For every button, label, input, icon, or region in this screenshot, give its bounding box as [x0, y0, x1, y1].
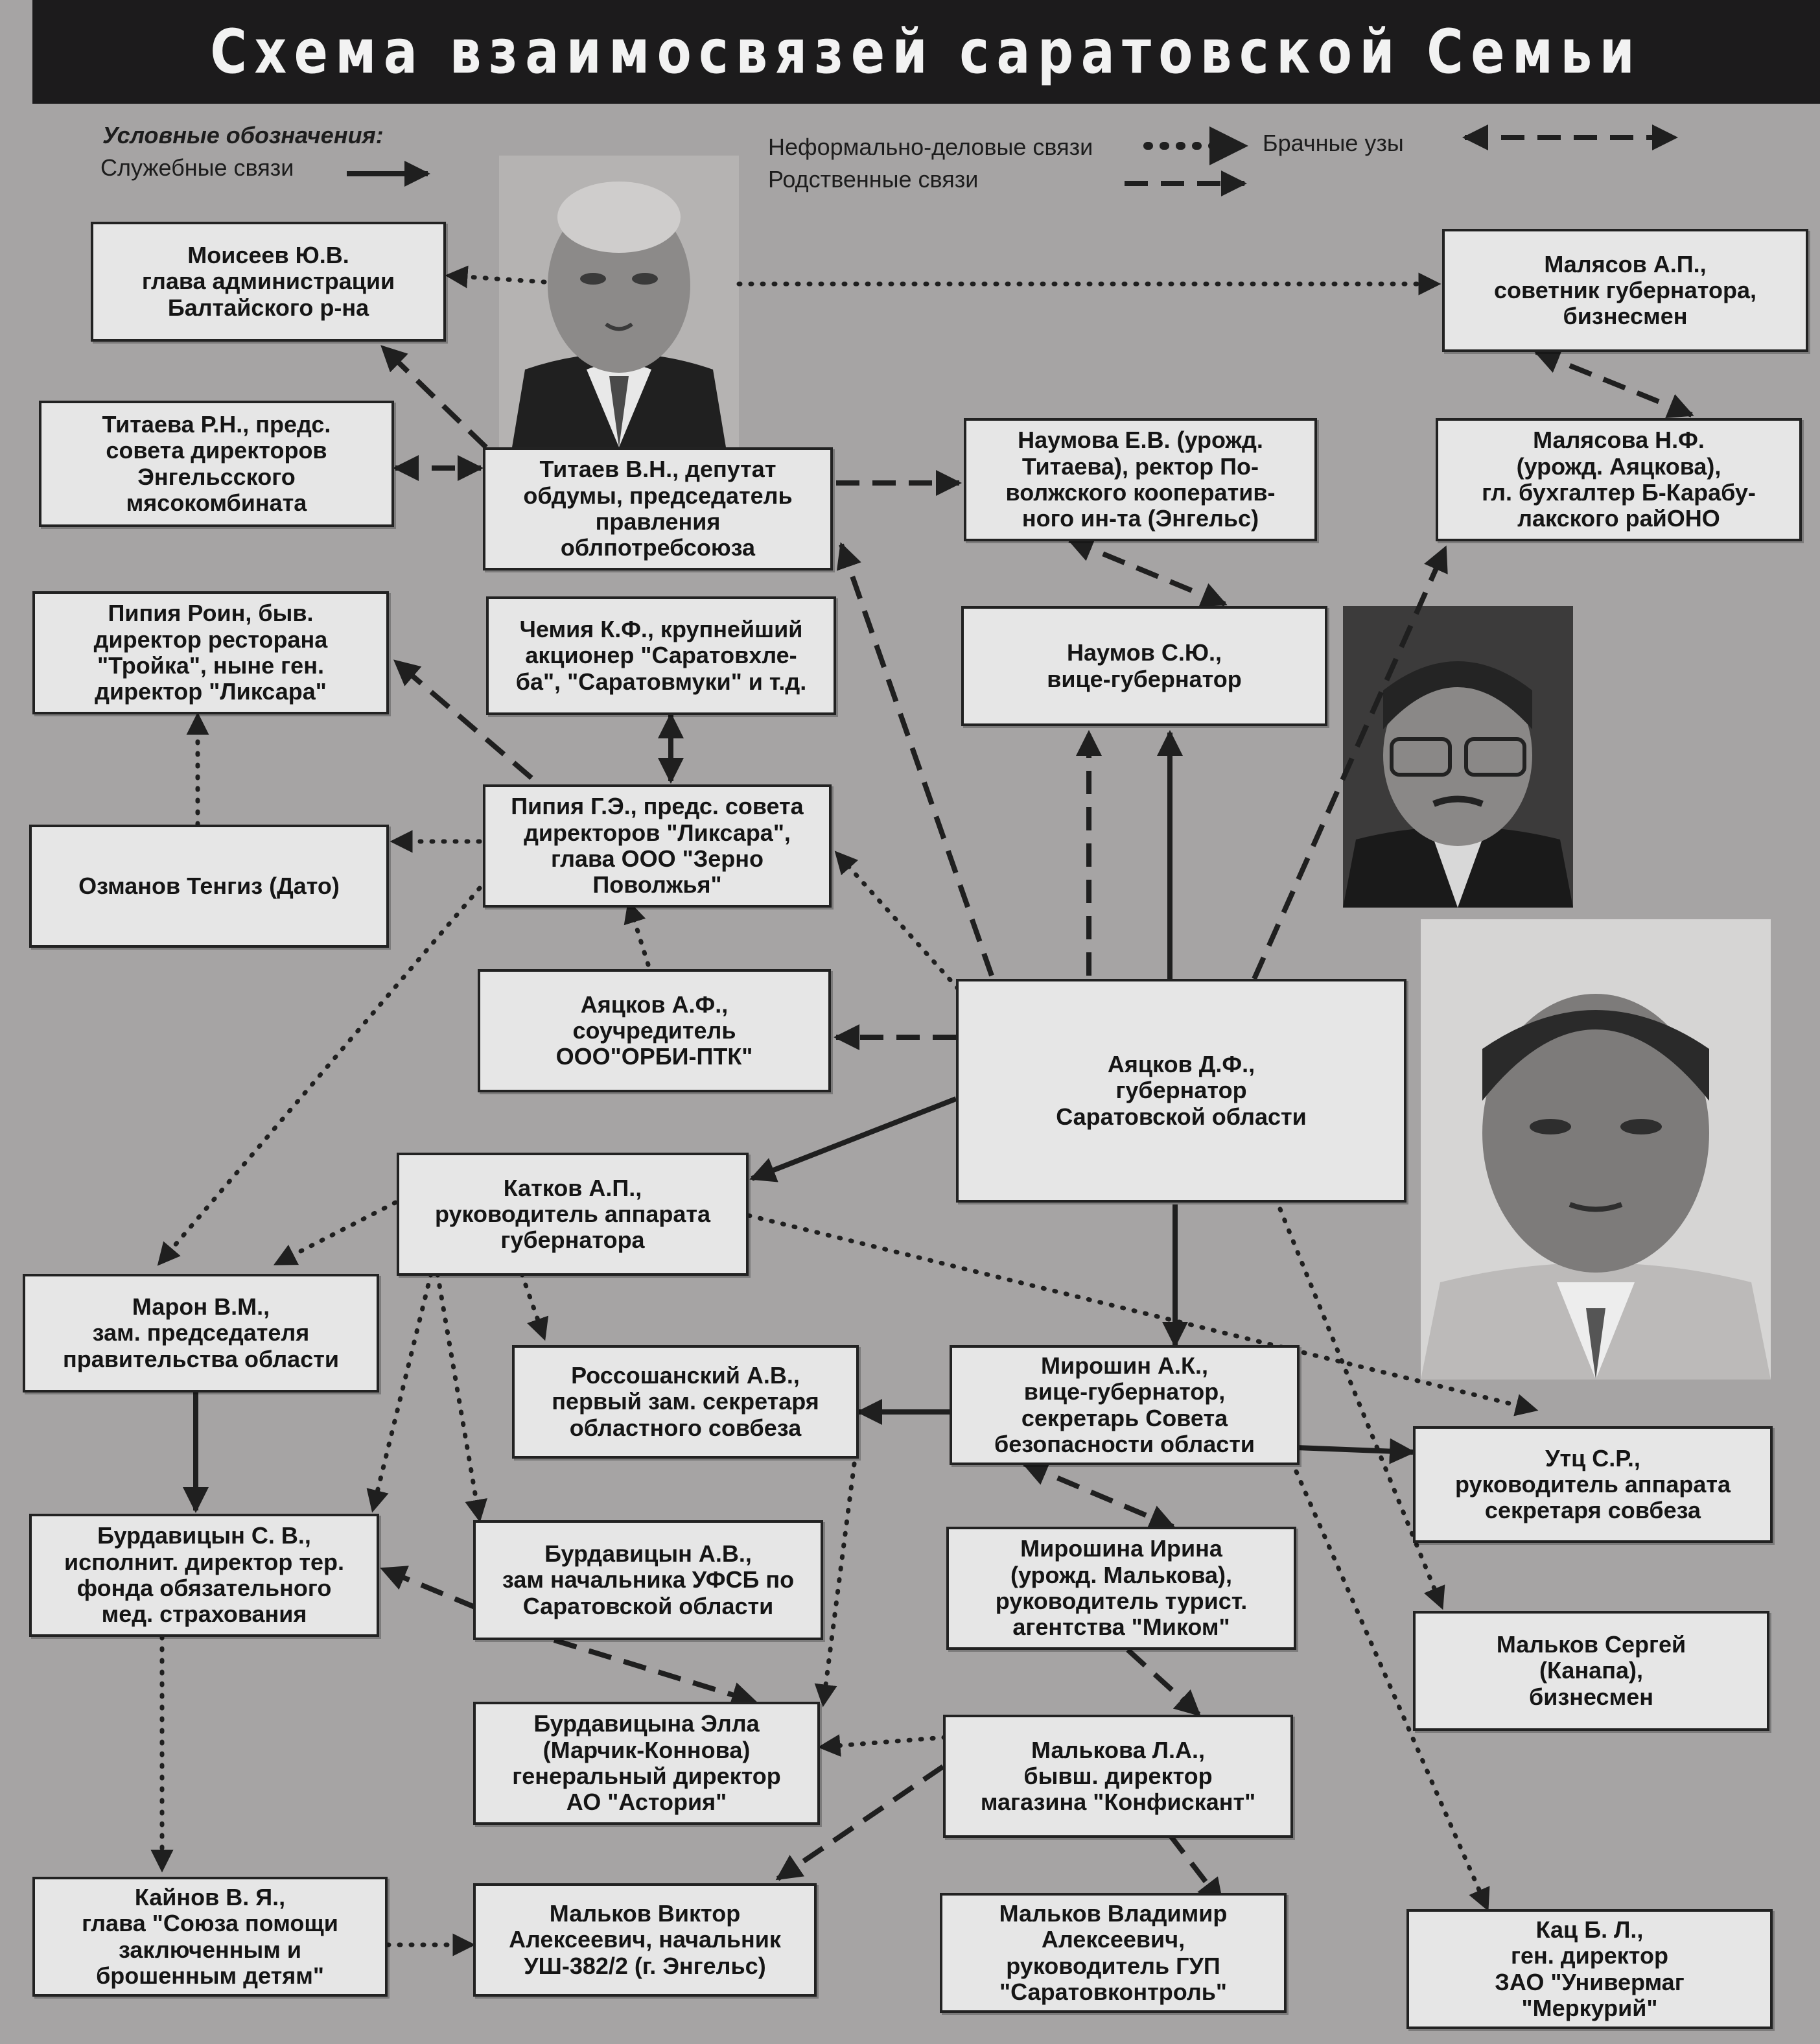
label-ayatskov-df: Аяцков Д.Ф., губернатор Саратовской области	[1056, 1051, 1307, 1130]
link-katkov-rossoshansky	[522, 1274, 544, 1339]
label-miroshina: Мирошина Ирина (урожд. Малькова), руководитель турист. агентства "Миком"	[995, 1535, 1248, 1641]
label-rossoshansky: Россошанский А.В., первый зам. секретаря областного совбеза	[552, 1362, 819, 1441]
link-malkova-burdavitsyna	[820, 1737, 945, 1747]
box-ozmanov	[29, 825, 389, 948]
box-titaeva	[39, 401, 394, 527]
link-miroshin-uts	[1296, 1448, 1413, 1452]
label-burdavitsyn-av: Бурдавицын А.В., зам начальника УФСБ по Саратовской области	[502, 1540, 795, 1619]
link-miroshin-miroshina	[1024, 1464, 1173, 1527]
label-pipiya-roin: Пипия Роин, быв. директор ресторана "Тройка", ныне ген. директор "Ликсара"	[93, 600, 328, 705]
box-moiseev	[91, 222, 446, 342]
legend-heading: Условные обозначения:	[102, 122, 384, 148]
label-kats: Кац Б. Л., ген. директор ЗАО "Универмаг "Меркурий"	[1495, 1916, 1685, 2021]
box-rossoshansky	[512, 1345, 859, 1459]
box-malkov-vladimir	[940, 1893, 1287, 2013]
label-naumova: Наумова Е.В. (урожд. Титаева), ректор По- волжского кооператив- ного ин-та (Энгельс)	[1005, 427, 1276, 532]
label-burdavitsyn-sv: Бурдавицын С. В., исполнит. директор тер. фонда обязательного мед. страхования	[64, 1522, 344, 1628]
label-burdavitsyna: Бурдавицына Элла (Марчик-Коннова) генеральный директор АО "Астория"	[512, 1710, 781, 1816]
label-malkov-vladimir: Мальков Владимир Алексеевич, руководитель ГУП "Саратовконтроль"	[999, 1899, 1228, 2005]
label-ayatskov-af: Аяцков А.Ф., соучредитель ООО"ОРБИ-ПТК"	[555, 991, 753, 1070]
label-chemiya: Чемия К.Ф., крупнейший акционер "Саратовхле- ба", "Саратовмуки" и т.д.	[515, 616, 807, 695]
label-naumov: Наумов С.Ю., вице-губернатор	[1047, 639, 1242, 692]
label-ozmanov: Озманов Тенгиз (Дато)	[78, 872, 340, 899]
box-pipiya-ge	[483, 784, 832, 908]
label-malkov-viktor: Мальков Виктор Алексеевич, начальник УШ-382/2 (г. Энгельс)	[509, 1900, 781, 1979]
box-chemiya	[486, 596, 836, 715]
legend-marriage-label: Брачные узы	[1263, 130, 1404, 156]
box-kats	[1406, 1909, 1773, 2029]
link-rossoshansky-burdavitsyna	[823, 1464, 854, 1705]
link-naumova-naumov	[1069, 540, 1225, 604]
box-malkova	[943, 1715, 1293, 1838]
box-naumov	[961, 606, 1327, 726]
link-burdav-burdavitsyna	[554, 1640, 755, 1702]
label-kaynov: Кайнов В. Я., глава "Союза помощи заключенным и брошенным детям"	[82, 1883, 338, 1989]
box-pipiya-roin	[32, 591, 389, 714]
link-titaev-moiseev	[447, 276, 544, 282]
label-titaeva: Титаева Р.Н., предс. совета директоров Энгельсского мясокомбината	[102, 410, 331, 516]
link-miroshina-malkova	[1128, 1650, 1199, 1715]
label-moiseev: Моисеев Ю.В. глава администрации Балтайского р-на	[141, 242, 395, 321]
box-kaynov	[32, 1877, 388, 1997]
link-malyasov-malyasova	[1536, 352, 1692, 415]
box-malkov-viktor	[473, 1883, 817, 1997]
box-miroshina	[946, 1527, 1296, 1650]
box-maron	[23, 1274, 379, 1392]
link-ayatskov-pipiya	[836, 852, 958, 989]
link-ayatskov-malkov-sergey	[1280, 1209, 1442, 1608]
box-katkov	[397, 1153, 749, 1276]
box-malyasov	[1442, 229, 1808, 352]
box-burdavitsyna	[473, 1702, 820, 1825]
label-malyasova: Малясова Н.Ф. (урожд. Аяцкова), гл. бухгалтер Б-Карабу- лакского райОНО	[1482, 427, 1756, 532]
box-miroshin	[950, 1345, 1300, 1465]
legend-service-label: Служебные связи	[100, 154, 294, 181]
link-burdav-burdsv	[382, 1569, 476, 1608]
label-titaev: Титаев В.Н., депутат обдумы, председатель правления облпотребсоюза	[523, 456, 793, 561]
box-burdavitsyn-sv	[29, 1514, 379, 1637]
label-malyasov: Малясов А.П., советник губернатора, бизнесмен	[1494, 250, 1756, 330]
box-malkov-sergey	[1413, 1611, 1769, 1731]
label-malkov-sergey: Мальков Сергей (Канапа), бизнесмен	[1496, 1631, 1686, 1710]
link-ayatskov-katkov	[752, 1099, 956, 1179]
legend-informal-label: Неформально-деловые связи	[768, 134, 1093, 160]
diagram-title: Схема взаимосвязей саратовской Семьи	[210, 16, 1642, 88]
link-katkov-burdav	[438, 1274, 480, 1520]
link-katkov-burdsv	[373, 1274, 431, 1510]
box-malyasova	[1436, 418, 1802, 541]
box-uts	[1413, 1426, 1773, 1543]
label-miroshin: Мирошин А.К., вице-губернатор, секретарь Совета безопасности области	[994, 1352, 1255, 1457]
label-uts: Утц С.Р., руководитель аппарата секретаря совбеза	[1454, 1444, 1731, 1524]
legend-family-label: Родственные связи	[768, 166, 979, 193]
link-katkov-maron	[275, 1203, 395, 1264]
link-titaev-moiseev-family	[382, 347, 486, 447]
label-katkov: Катков А.П., руководитель аппарата губернатора	[434, 1174, 711, 1254]
box-ayatskov-df	[956, 979, 1406, 1203]
label-pipiya-ge: Пипия Г.Э., предс. совета директоров "Ликсара", глава ООО "Зерно Поволжья"	[511, 793, 804, 899]
box-titaev	[483, 447, 833, 570]
box-burdavitsyn-av	[473, 1520, 823, 1640]
box-ayatskov-af	[478, 969, 831, 1092]
box-naumova	[964, 418, 1317, 541]
label-maron: Марон В.М., зам. председателя правительства области	[62, 1293, 339, 1372]
label-malkova: Малькова Л.А., бывш. директор магазина "Конфискант"	[980, 1736, 1256, 1816]
link-ayatskovaf-pipiya	[629, 902, 648, 965]
